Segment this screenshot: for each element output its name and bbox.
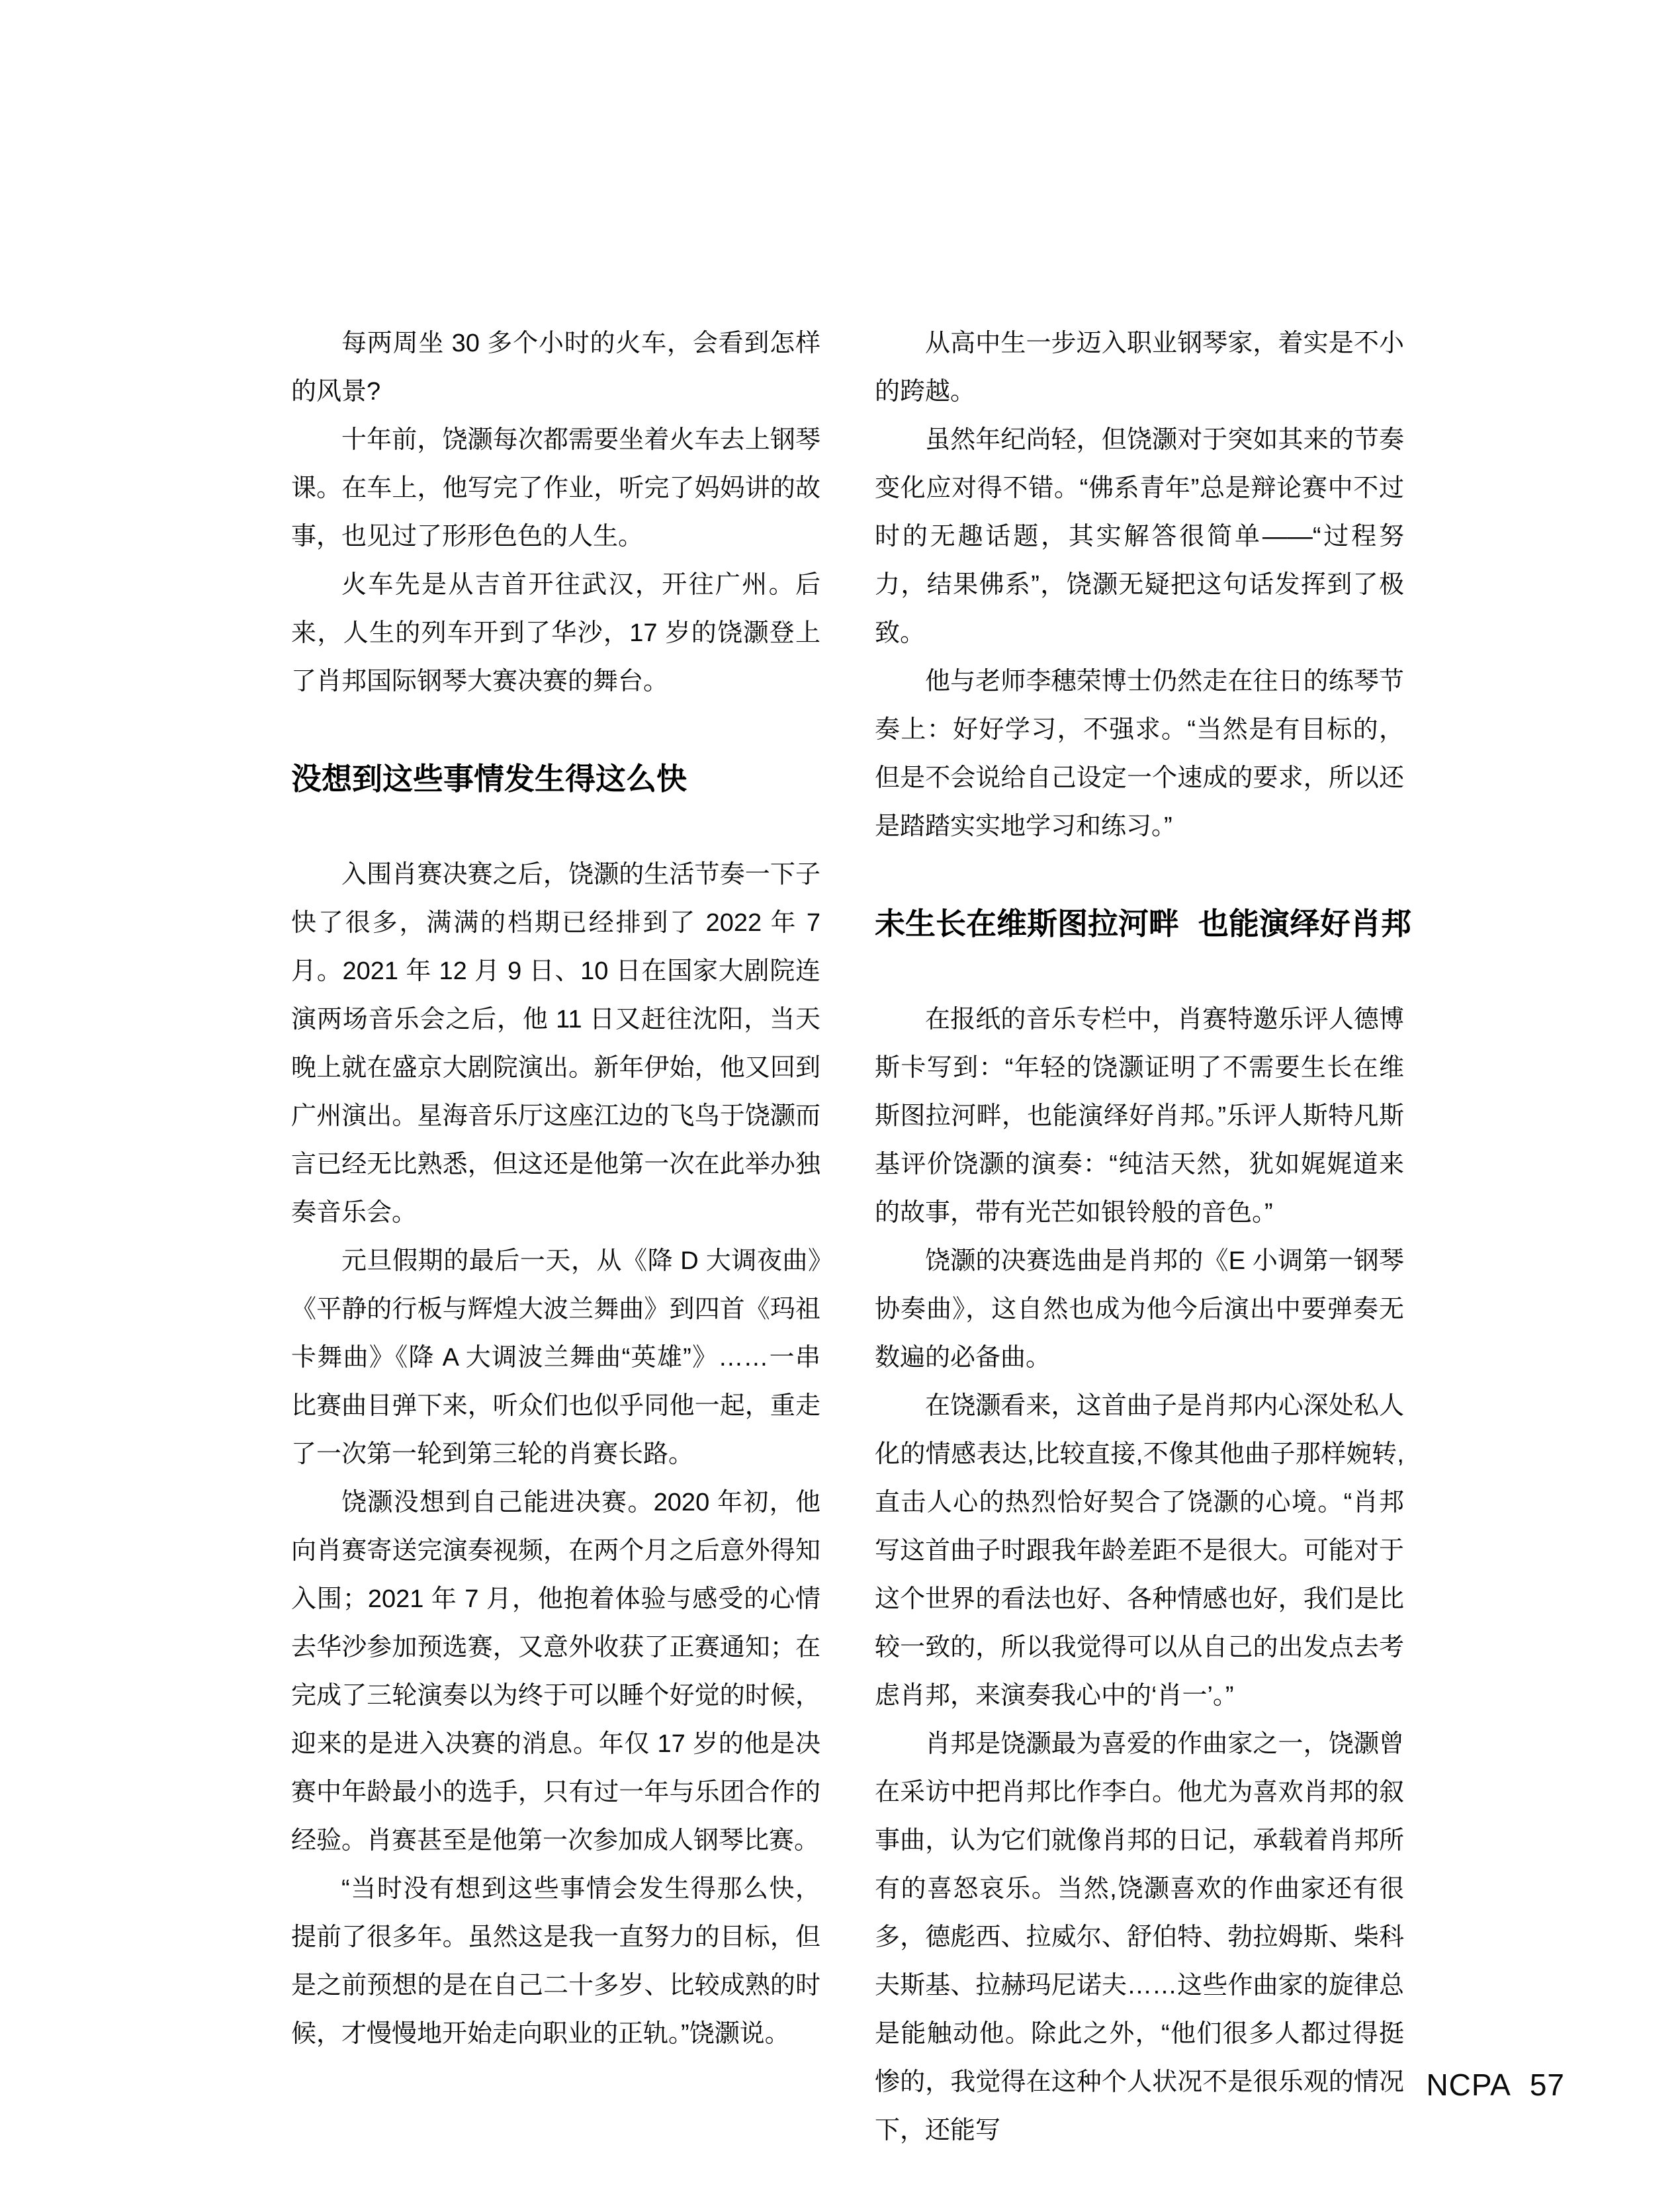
footer-page-number: 57 [1529, 2068, 1565, 2102]
left-column [291, 320, 820, 2058]
section-heading-right: 未生长在维斯图拉河畔 也能演绎好肖邦 [875, 906, 1411, 941]
paragraph: 饶灏没想到自己能进决赛。2020 年初，他向肖赛寄送完演奏视频，在两个月之后意外得知入围；2021 年 7 月，他抱着体验与感受的心情去华沙参加预选赛，又意外收获了正赛通知；在完成了三轮演奏以为终于可以睡个好觉的时候，迎来的是进入决赛的消息。年仅 17 岁的他是决赛中年龄最小的选手，只有过一年与乐团合作的经验。肖赛甚至是他第一次参加成人钢琴比赛。 [291, 1489, 820, 1855]
footer-brand: NCPA [1426, 2068, 1511, 2102]
paragraph: 入围肖赛决赛之后，饶灏的生活节奏一下子快了很多，满满的档期已经排到了 2022 年 7 月。2021 年 12 月 9 日、10 日在国家大剧院连演两场音乐会之后，他 11 日又赶往沈阳，当天晚上就在盛京大剧院演出。新年伊始，他又回到广州演出。星海音乐厅这座江边的飞鸟于饶灏而言已经无比熟悉，但这还是他第一次在此举办独奏音乐会。 [291, 861, 820, 1227]
paragraph: 他与老师李穗荣博士仍然走在往日的练琴节奏上：好好学习，不强求。“当然是有目标的，但是不会说给自己设定一个速成的要求，所以还是踏踏实实地学习和练习。” [875, 668, 1404, 840]
paragraph: 元旦假期的最后一天，从《降 D 大调夜曲》《平静的行板与辉煌大波兰舞曲》到四首《玛祖卡舞曲》《降 A 大调波兰舞曲“英雄”》……一串比赛曲目弹下来，听众们也似乎同他一起，重走了一次第一轮到第三轮的肖赛长路。 [291, 1247, 820, 1468]
paragraph: 饶灏的决赛选曲是肖邦的《E 小调第一钢琴协奏曲》，这自然也成为他今后演出中要弹奏无数遍的必备曲。 [875, 1247, 1404, 1372]
section-heading-left: 没想到这些事情发生得这么快 [291, 762, 687, 796]
right-column [875, 320, 1411, 2155]
paragraph: 肖邦是饶灏最为喜爱的作曲家之一，饶灏曾在采访中把肖邦比作李白。他尤为喜欢肖邦的叙事曲，认为它们就像肖邦的日记，承载着肖邦所有的喜怒哀乐。当然,饶灏喜欢的作曲家还有很多，德彪西、拉威尔、舒伯特、勃拉姆斯、柴科夫斯基、拉赫玛尼诺夫……这些作曲家的旋律总是能触动他。除此之外，“他们很多人都过得挺惨的，我觉得在这种个人状况不是很乐观的情况下，还能写 [875, 1730, 1404, 2144]
paragraph: 虽然年纪尚轻，但饶灏对于突如其来的节奏变化应对得不错。“佛系青年”总是辩论赛中不过时的无趣话题，其实解答很简单——“过程努力，结果佛系”，饶灏无疑把这句话发挥到了极致。 [875, 426, 1404, 647]
page-footer [1426, 2068, 1565, 2101]
paragraph: 火车先是从吉首开往武汉，开往广州。后来，人生的列车开到了华沙，17 岁的饶灏登上了肖邦国际钢琴大赛决赛的舞台。 [291, 571, 820, 695]
paragraph: 在饶灏看来，这首曲子是肖邦内心深处私人化的情感表达,比较直接,不像其他曲子那样婉转,直击人心的热烈恰好契合了饶灏的心境。“肖邦写这首曲子时跟我年龄差距不是很大。可能对于这个世界的看法也好、各种情感也好，我们是比较一致的，所以我觉得可以从自己的出发点去考虑肖邦，来演奏我心中的‘肖一’。” [875, 1392, 1404, 1710]
paragraph: 每两周坐 30 多个小时的火车，会看到怎样的风景? [291, 329, 820, 406]
paragraph: “当时没有想到这些事情会发生得那么快，提前了很多年。虽然这是我一直努力的目标，但是之前预想的是在自己二十多岁、比较成熟的时候，才慢慢地开始走向职业的正轨。”饶灏说。 [291, 1875, 820, 2048]
paragraph: 十年前，饶灏每次都需要坐着火车去上钢琴课。在车上，他写完了作业，听完了妈妈讲的故事，也见过了形形色色的人生。 [291, 426, 820, 550]
paragraph: 在报纸的音乐专栏中，肖赛特邀乐评人德博斯卡写到：“年轻的饶灏证明了不需要生长在维斯图拉河畔，也能演绎好肖邦。”乐评人斯特凡斯基评价饶灏的演奏：“纯洁天然，犹如娓娓道来的故事，带有光芒如银铃般的音色。” [875, 1006, 1404, 1227]
paragraph: 从高中生一步迈入职业钢琴家，着实是不小的跨越。 [875, 329, 1404, 406]
